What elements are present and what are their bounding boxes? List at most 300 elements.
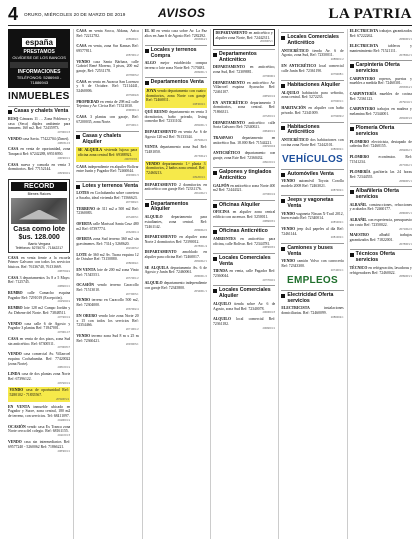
classified-ad (350, 203, 412, 216)
ad-code: 2079005/3 (57, 345, 71, 350)
ad-text: vendo lote zona Norte 20 x 15 con todos los servicios Ref: 72354466. (76, 313, 139, 328)
ad-code: 2085001/2 (262, 93, 276, 98)
ad-lead: DEPARTAMENTO (144, 250, 177, 255)
ad-code: 2057001/2 (125, 276, 139, 281)
ad-code: 2082003/2 (399, 115, 412, 120)
category-square-icon (213, 230, 217, 234)
category-square-icon (350, 190, 354, 194)
ad-text: departamento en venta 3 dormitorios, baño privado, living comedor Ref: 72331102. (144, 110, 207, 124)
ad-lead: DEPARTAMENTO (212, 65, 245, 70)
ad-text: inmueble ubicado en Pagador y Sucre, zona central, 180 m2 de terreno, con servicios. Tel: 68411097. (8, 404, 71, 419)
category-heading (213, 167, 275, 182)
category-square-icon (281, 84, 285, 88)
ad-code: 2090001/4 (125, 108, 139, 113)
ad-text: casa calle 6 de Agosto y Pagador 3 plantas Ref: 71847001. (8, 321, 71, 331)
ad-text: vivienda lujosa para oficina zona central Ref: 69388921. (77, 148, 138, 158)
ad-text: con experiencia, presupuesto sin costo Ref: 72350022. (349, 218, 412, 227)
ad-code: 2075002/1 (399, 163, 412, 168)
ad-text: en alquiler zona central edificio con ascensor. Ref: 5250011. (212, 210, 276, 220)
ad-lead: CASA (8, 336, 19, 341)
ad-code: 2059003/4 (55, 396, 69, 401)
ad-lead: OCASIÓN (8, 424, 26, 429)
category-label: Habitaciones Anticrético (287, 123, 320, 136)
ad-text: trabajos en madera y melamina Ref: 72344001. (349, 107, 412, 117)
ad-lead: CASA (76, 114, 87, 119)
ad-code: 2091001/1 (262, 159, 276, 164)
category-label: Oficinas Anticrético (218, 228, 268, 235)
classified-ad (350, 107, 412, 120)
ad-code: 2086001/1 (57, 283, 71, 288)
ad-lead: DEPARTAMENTO (144, 235, 177, 240)
ad-text: local comercial Ref: 72361182. (212, 317, 276, 326)
classified-ad (350, 77, 412, 90)
ad-code: 2073002/1 (125, 199, 139, 204)
ad-text: amoblado en alquiler para oficina Ref: 72460017. (144, 250, 207, 260)
ad-lead: CASA (8, 147, 19, 152)
ad-text: tienda sobre Av. 6 de Agosto, zona Sud Ref: 72340078. (212, 301, 276, 311)
ad-lead: EN ORURO (76, 313, 98, 318)
ad-lead: OCASIÓN (76, 283, 95, 288)
ad-code: 2060001/3 (262, 310, 276, 315)
ad-code: 2045002/2 (57, 299, 71, 304)
ad-text: terreno en Caracollo 500 m2, Ref: 72304000. (76, 298, 139, 308)
ad-code: 2086002/2 (194, 228, 207, 233)
classified-ad (8, 137, 70, 145)
promo-info-title: INFORMACIONES (17, 69, 61, 75)
ad-code: 2079004/6 (125, 92, 139, 97)
ad-code: 2082002/1 (194, 258, 207, 263)
promo-tagline: OLVÍDESE DE LOS BANCOS (12, 55, 66, 60)
category-heading (8, 106, 70, 115)
ad-code: 2089002/1 (125, 37, 139, 42)
section-heading-vehiculos: VEHÍCULOS (281, 153, 343, 165)
ad-text: gasfitería las 24 horas Ref: 72344555. (349, 170, 412, 180)
ad-lead: VENDO (8, 440, 22, 445)
ad-text: departamento zona Sud Ref: 72481050. (144, 145, 207, 155)
ad-text: departamento 1.ª planta 3 dormitorios, 2 baños zona central. Ref: 72460213. (146, 161, 206, 176)
classified-ad (8, 117, 70, 135)
ad-text: terreno zona Sud 8 m x 25 m Ref: 72360421. (76, 333, 139, 343)
category-square-icon (213, 204, 217, 208)
category-label: Lotes y terrenos Venta (82, 182, 138, 189)
ad-text: calle Camacho esquina Pagador Ref: 7291019 (Excepción). (8, 290, 71, 300)
classified-ad (145, 183, 207, 196)
category-label: Locales Comerciales Anticrético (287, 34, 339, 46)
ad-lead: ALQUILO (144, 215, 163, 220)
ad-text: en anticrético Av. Villarroel esquina Ayacucho Ref: 72461107. (212, 80, 276, 95)
ad-text: en venta de dos pisos, zona Sud sin anticrético. Ref: 67300511. (8, 336, 71, 346)
ad-text: calle Mariscal Santa Cruz 480 m2 Ref: 67397774. (76, 221, 139, 231)
ad-code: 2078001/4 (194, 243, 207, 248)
ad-lead: VENDO (281, 227, 296, 232)
ad-code: 2084002/1 (399, 148, 412, 153)
section-heading-empleos: EMPLEOS (286, 274, 338, 286)
ad-text: tableros y mantenimiento Ref: 71521111. (349, 44, 412, 54)
category-heading (213, 200, 275, 209)
ad-text: lote 128 m2 Campo Jordán y Av. Dehene del Norte. Ref: 73848511. (8, 306, 71, 315)
ad-text: electricista, destapado de cañerías Ref: 72460155. (349, 139, 412, 149)
ad-text: casa comercial Av. Villarroel esquina Cochabamba. Ref: 77420022 (zona Norte). (8, 352, 71, 366)
ad-lead: SE ALQUILA (144, 265, 169, 270)
ad-text: en anticrético zona Norte 400 m2 Ref: 72444321. (212, 183, 276, 193)
classified-ad (145, 145, 207, 158)
ad-lead: OFICINA (212, 210, 230, 215)
ad-text: lote de 200 m2 zona Vinto Ref: 71545551. (76, 267, 139, 277)
classified-ad (281, 91, 343, 104)
classified-ad (76, 115, 138, 128)
ad-text: en anticrético, zona Sud, Ref: 72309881. (212, 65, 276, 75)
classified-ad (281, 306, 343, 319)
ad-lead: VENDO (9, 388, 24, 393)
category-label: Técnicos Oferta servicios (355, 251, 395, 264)
category-square-icon (213, 289, 217, 293)
category-heading (350, 186, 412, 201)
classified-ad (145, 161, 207, 181)
classified-ad (350, 266, 412, 279)
record-location: Barrio Vergara (28, 241, 51, 246)
category-label: Camiones y buses Venta (287, 244, 333, 257)
category-heading (350, 123, 412, 138)
classified-ad (76, 268, 138, 281)
category-square-icon (76, 135, 80, 139)
ad-text: nueva y comoda en venta 3 dormitorios. Ref: 77152144. (8, 162, 71, 172)
category-square-icon (281, 199, 285, 203)
ad-text: 3 plantas con garaje, Ref: 67200035, zona Norte. (76, 114, 139, 124)
ad-text: casa de dos plantas zona Norte Ref: 67396122. (8, 372, 71, 381)
classified-ad (281, 106, 343, 119)
ad-text: zona Sud terreno 360 m2 sin gravámenes. Ref: 7314 y 5268620. (76, 237, 139, 246)
classified-ad (145, 88, 207, 108)
classified-ad (213, 269, 275, 282)
classified-ad (281, 49, 343, 62)
ad-text: casa Santa Bárbara, calle Gabriel René Moreno, 3 pisos, 200 m2 garaje, Ref: 72531178. (76, 59, 139, 74)
ad-text: departamento 3 dormitorios, zona central. Ref: 71866311. (212, 100, 276, 115)
ad-text: de 360 m2 Av. Tacna esquina 12 de Octubre Ref: 73150880. (76, 252, 139, 262)
category-heading (145, 77, 207, 86)
ad-code: 2093005/1 (259, 39, 273, 44)
ad-code: 2063001/1 (57, 155, 71, 160)
category-label: Locales y terrenos Compra (150, 46, 197, 59)
ad-text: económico. Ref: 71541234. (349, 155, 412, 164)
ad-code: 2086003/1 (262, 218, 276, 223)
ad-code: 2073004/1 (194, 153, 207, 158)
classified-ad (145, 250, 207, 263)
ad-code: 2080004/1 (125, 260, 139, 265)
classified-ad (76, 29, 138, 42)
ad-lead: VENDO (76, 298, 91, 303)
ad-lead: DEPARTAMENTO (144, 182, 177, 187)
classified-ad (350, 155, 412, 168)
classified-ad (350, 92, 412, 105)
ad-lead: ANTICRÉTICO (281, 138, 309, 143)
ad-lead: VENDO (8, 136, 22, 141)
ad-code: 2079010/1 (399, 100, 412, 105)
category-square-icon (281, 126, 285, 130)
ad-lead: CASA (76, 164, 87, 169)
promo-divider (10, 62, 68, 68)
category-heading (350, 60, 412, 75)
ad-code: 2080001/2 (194, 274, 207, 279)
ad-text: muebles de cocina Ref: 72361123. (349, 92, 412, 101)
classified-ad (213, 151, 275, 164)
category-label: Automóviles Venta (287, 170, 334, 177)
ad-code: 2067003/6 (124, 156, 138, 161)
ad-text: en anticrético y alquiler zona Norte, Ref: 72442311. (215, 31, 273, 40)
ad-code: 2093004/1 (194, 37, 207, 42)
classified-ad (281, 64, 343, 77)
ad-lead: VENDO (281, 259, 296, 264)
category-heading (213, 285, 275, 300)
ad-text: automóvil Toyota Corolla modelo 2008 Ref: 72463021. (281, 179, 344, 189)
ad-code: 2078003/1 (399, 241, 412, 246)
category-square-icon (350, 64, 354, 68)
category-square-icon (281, 173, 285, 177)
ad-text: en venta, zona Sur Kansas Ref: 69577811. (76, 44, 139, 54)
category-label: Departamentos Alquiler (150, 200, 189, 213)
ad-code: 2080003/1 (399, 37, 412, 42)
ad-code: 2082001/1 (194, 123, 207, 128)
ad-lead: HABITACIÓN (281, 105, 306, 110)
promo-phones: TELÉFONOS: 5286940 - 71886943 (16, 75, 62, 85)
ad-code: 2079008/1 (330, 72, 344, 77)
category-label: Carpintería Oferta servicios (355, 62, 400, 74)
ad-lead: EN VENTA (8, 404, 30, 409)
category-heading (76, 131, 138, 146)
classified-ad (8, 440, 70, 453)
classified-ad (213, 317, 275, 330)
category-square-icon (213, 171, 217, 175)
ad-lead: EN ANTICRÉTICO (281, 63, 317, 68)
column-3 (142, 29, 207, 539)
ad-code: 2049001/2 (57, 417, 71, 422)
classified-ad (76, 60, 138, 78)
ad-text: dos habitaciones con cocina zona Norte Ref: 72442101. (281, 138, 344, 147)
ad-lead: VENDO (8, 321, 22, 326)
ad-text: en venta de oportunidad, zona Tarapacá Ref: 67242288, 69516950. (8, 147, 71, 157)
ad-code: 2079001/6 (57, 129, 71, 134)
category-label: Locales Comerciales Alquiler (218, 287, 271, 300)
column-6 (347, 29, 412, 539)
ad-text: departamento independiente con garaje Ref: 72345800. (144, 281, 207, 290)
category-heading (281, 169, 343, 178)
ad-lead: TÉCNICO (349, 265, 368, 270)
ad-text: construcciones, refacciones y acabados Ref: 72460177. (349, 202, 412, 212)
classified-ad (213, 184, 275, 197)
category-label: Electricidad Oferta servicios (287, 291, 334, 304)
classified-ad (350, 218, 412, 231)
ad-code: 2089003/1 (399, 274, 412, 279)
ad-text: en Cochabamba sobre carretera a Sacaba, ideal vivienda Ref: 71566623. (76, 191, 139, 200)
classified-ad (8, 147, 70, 160)
ad-code: 2083001/1 (57, 448, 71, 453)
ad-lead: ALGO (144, 61, 156, 66)
classified-ad (281, 227, 343, 240)
ad-lead: CARPINTERO (349, 76, 376, 81)
ad-code: 2080312/0 (57, 140, 71, 145)
ad-lead: CASA (76, 29, 87, 33)
category-heading (213, 49, 275, 64)
classified-ad (145, 266, 207, 279)
page-header (8, 4, 412, 26)
classified-ad (8, 322, 70, 335)
ad-code: 2078003/2 (125, 72, 139, 77)
classified-ad (76, 207, 138, 220)
classified-ad (76, 298, 138, 311)
ad-lead: ANTICRÉTICO (281, 48, 309, 53)
classified-ad (8, 387, 70, 402)
classified-ad (145, 61, 207, 74)
ad-lead: ALQUILO (212, 317, 231, 322)
category-square-icon (281, 247, 285, 251)
classified-ad (281, 179, 343, 192)
ad-code: 2080005/1 (399, 211, 412, 216)
category-label: Departamentos Anticrético (218, 50, 257, 63)
classified-ad (213, 237, 275, 250)
classified-ad (8, 163, 70, 176)
ad-lead: AMBIENTES (212, 237, 236, 241)
classified-ad (213, 121, 275, 134)
classified-ad (213, 101, 275, 119)
category-label: Galpones y tinglados Anticrético (218, 169, 272, 181)
ad-lead: PLOMERO (349, 155, 370, 160)
record-headline: Casa como lote $us. 128.000 (13, 225, 66, 241)
category-square-icon (350, 253, 354, 257)
category-label: Habitaciones Alquiler (287, 81, 341, 88)
classified-ad (76, 237, 138, 250)
ad-code: 2045003/2 (125, 245, 139, 250)
classified-ad (145, 235, 207, 248)
classified-ad (76, 165, 138, 178)
ad-code: 2083003/1 (262, 245, 276, 250)
ad-text: en venta de 298 m2 calle Tejerina y Av. Cívica Ref: 71521030. (76, 99, 139, 109)
classified-ad (76, 44, 138, 57)
category-square-icon (145, 81, 149, 85)
classified-ad (145, 281, 207, 294)
category-label: Oficinas Alquiler (218, 201, 261, 208)
classified-ad (8, 306, 70, 319)
ad-code: 2087004/2 (57, 268, 71, 273)
category-heading (281, 32, 343, 47)
category-label: Casas y chalets Venta (14, 108, 69, 114)
ad-text: albañil trabajos garantizados Ref: 71822001. (349, 233, 412, 243)
category-square-icon (76, 185, 80, 189)
category-square-icon (281, 294, 285, 298)
ad-text: departamento para estudiantes, zona central. Ref: 72461142. (144, 215, 207, 229)
ad-code: 2086005/1 (399, 178, 412, 183)
ad-lead: ALQUILO (144, 281, 163, 286)
ad-code: 2079002/2 (194, 138, 207, 143)
ad-lead: CASA (76, 44, 87, 49)
ad-code: 2079009/2 (330, 114, 344, 119)
category-label: Casas y chalets Alquiler (82, 132, 122, 145)
ad-lead: CARPINTERÍA (349, 92, 377, 97)
column-4 (210, 29, 275, 539)
record-realestate-ad (8, 179, 70, 253)
ad-code: 2093002/2 (57, 171, 71, 176)
classified-ad (213, 210, 275, 223)
column-5 (278, 29, 343, 539)
ad-text: anticrético calle Soria Galvarro Ref: 72340021. (212, 120, 276, 130)
ad-text: vagoneta Nissan X-Trail 2012, buen estado Ref: 72340014. (281, 211, 344, 221)
ad-lead: QUÉ BUENO (144, 110, 168, 115)
ad-lead: OFERTA (76, 237, 92, 242)
ad-text: habitación para señorita, zona central. Ref: 5272233. (281, 90, 344, 100)
ad-code: 2070001/2 (262, 192, 276, 197)
ad-lead: PLOMERO (349, 139, 370, 144)
ad-code: 2041001/6 (57, 433, 71, 438)
ad-lead: MAESTRO (349, 233, 369, 238)
ad-code: 2093001/3 (125, 173, 139, 178)
ad-text: vendo terreno Caracollo Ref: 71513010. (76, 283, 139, 292)
classified-ad (145, 215, 207, 233)
ad-lead: LOTE (76, 252, 87, 257)
ad-text: independiente en alquiler Bolívar entre Junín y Pagador Ref: 72460044. (76, 164, 139, 174)
ad-code: 2066001/1 (262, 325, 276, 330)
ad-code: 2077002/1 (262, 277, 276, 282)
classified-ad (8, 276, 70, 289)
classified-ad (350, 233, 412, 246)
section-title: AVISOS (158, 6, 206, 20)
ad-text: en refrigeración, lavadoras y refrigeradores Ref: 72460022. (349, 265, 412, 275)
classified-ad (8, 291, 70, 304)
ad-text: en alquiler zona Norte 2 dormitorios Ref: 72390012. (144, 235, 207, 244)
ad-code: 2079012/5 (57, 329, 71, 334)
classified-ad (145, 110, 207, 128)
ad-text: Cámaras 11 … Zona Poblenor y casa (Seca) dúplex ambiente para inmuem. 160 m2. Ref: 72435973. (8, 116, 71, 131)
ad-lead: CASA (8, 255, 19, 260)
promo-logo: españa (22, 38, 56, 47)
category-heading (213, 253, 275, 268)
classified-ad (213, 29, 275, 46)
classified-ad (213, 65, 275, 78)
ad-text: mejor establecido compra terreno o lote zona Norte Ref: 7170481. (144, 61, 207, 71)
ad-code: 2080002/1 (330, 146, 344, 151)
loan-promo-ad (8, 29, 70, 88)
category-label: Locales Comerciales Venta (218, 254, 271, 267)
ad-lead: TERRENO (76, 206, 96, 211)
ad-code: 2083002/1 (192, 102, 206, 107)
ad-lead: SE ALQUILA (77, 148, 103, 153)
classified-ad (281, 212, 343, 225)
ad-lead: LINDA (8, 372, 21, 377)
category-heading (213, 226, 275, 235)
ad-code: 2087001/2 (125, 52, 139, 57)
category-square-icon (8, 110, 12, 114)
classified-ad (8, 372, 70, 385)
ad-lead: EL SI (144, 29, 155, 33)
ad-lead: LOTES (76, 191, 89, 196)
classified-ad (76, 100, 138, 113)
ad-lead: TRASPASO (212, 136, 233, 141)
ad-code: 2055001/4 (57, 380, 71, 385)
classified-ad (350, 44, 412, 57)
category-heading (76, 181, 138, 190)
ad-text: en venta frente a la escuela Primer Galvarro con todos los servicios básicos. Ref: 76136740, 76131669. (8, 255, 71, 269)
classified-ad (350, 29, 412, 42)
ad-lead: ALBAÑIL (349, 218, 367, 223)
category-label: Jeeps y vagonetas Venta (287, 197, 334, 209)
ad-text: en anticrético para oficina, calle Bolívar. Ref: 72344781. (212, 237, 276, 246)
category-square-icon (145, 203, 149, 207)
category-heading (281, 122, 343, 137)
column-1 (8, 29, 70, 539)
ad-code: 2074001/1 (330, 267, 344, 272)
category-square-icon (145, 49, 149, 53)
classified-ad (76, 222, 138, 235)
classified-ad (76, 334, 138, 347)
ad-lead: RUMBO (8, 290, 23, 295)
classified-ad (145, 130, 207, 143)
